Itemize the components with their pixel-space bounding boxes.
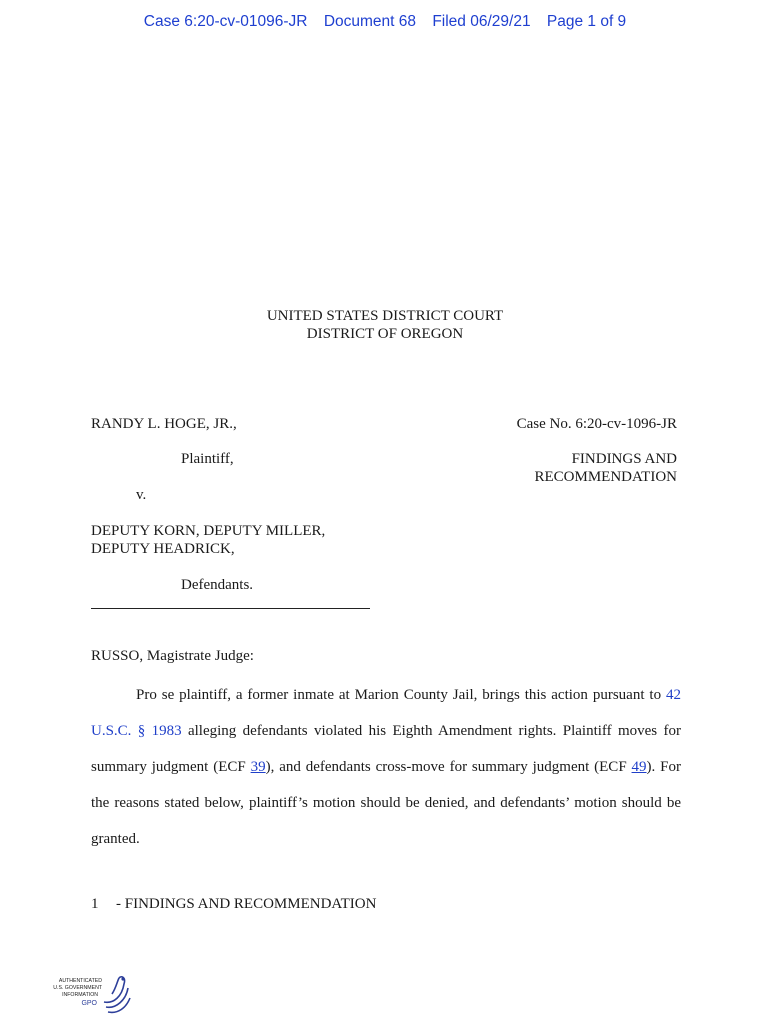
court-name: UNITED STATES DISTRICT COURT [266,308,504,324]
seal-text-gpo: GPO [81,1000,97,1007]
case-number: Case No. 6:20-cv-1096-JR [516,416,677,432]
ecf-header [0,13,770,31]
defendants-names-line1: DEPUTY KORN, DEPUTY MILLER, [91,523,326,539]
versus: v. [136,487,147,503]
seal-text-3: INFORMATION [62,992,98,998]
document-title-line2: RECOMMENDATION [534,469,677,485]
paragraph-text-3: ), and defendants cross-move for summary judgment (ECF [265,759,632,775]
paragraph-text-2: alleging defendants violated his Eighth Amendment rights. Plaintiff moves for summary judgment (ECF [91,723,681,775]
header-document-number: Document 68 [323,13,417,30]
opening-paragraph [91,677,681,857]
header-filed-date: Filed 06/29/21 [432,13,531,30]
header-page-count: Page 1 of 9 [546,13,627,30]
caption-divider [91,608,370,609]
judge-line: RUSSO, Magistrate Judge: [91,648,254,664]
document-title-line1: FINDINGS AND [571,451,677,467]
plaintiff-name: RANDY L. HOGE, JR., [91,416,237,432]
gpo-seal [44,972,134,1020]
gpo-eagle-icon [44,972,134,1020]
plaintiff-role: Plaintiff, [181,451,234,467]
defendants-names-line2: DEPUTY HEADRICK, [91,541,235,557]
ecf-39-link[interactable]: 39 [250,759,266,775]
paragraph-text-1: Pro se plaintiff, a former inmate at Marion County Jail, brings this action pursuant to [136,687,666,703]
footer-page-number: 1 [91,896,99,912]
court-district: DISTRICT OF OREGON [306,326,464,342]
seal-text-2: U.S. GOVERNMENT [53,985,102,991]
seal-text-1: AUTHENTICATED [58,978,102,984]
footer-page-label: - FINDINGS AND RECOMMENDATION [116,896,377,912]
statute-link[interactable]: 42 U.S.C. § 1983 [91,687,681,739]
defendants-role: Defendants. [181,577,254,593]
ecf-49-link[interactable]: 49 [631,759,647,775]
header-case-number: Case 6:20-cv-01096-JR [143,13,308,30]
paragraph-text-4: ). For the reasons stated below, plaintiff’s motion should be denied, and defendants’ motion should be granted. [91,759,681,847]
